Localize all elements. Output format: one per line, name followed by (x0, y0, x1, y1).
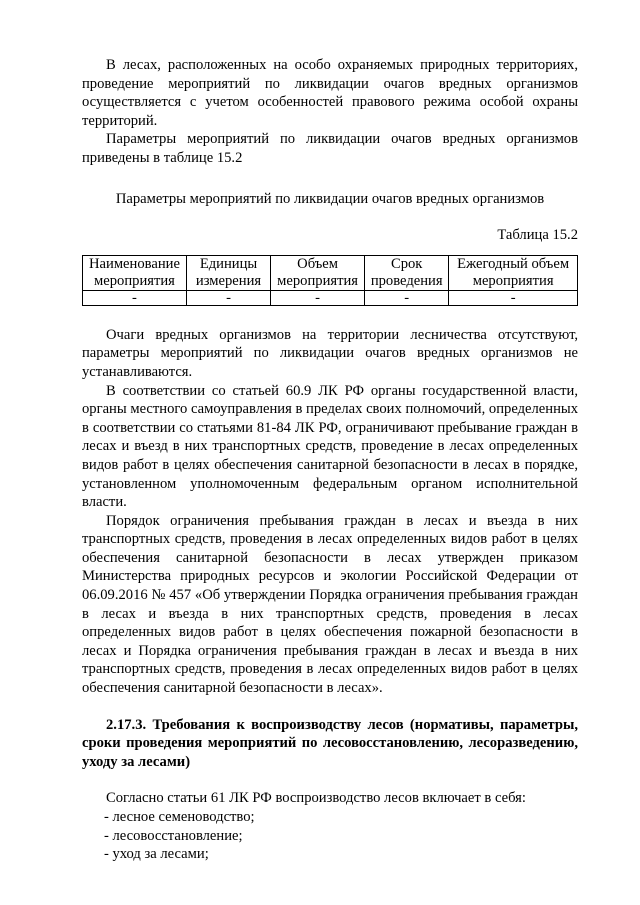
column-header-annual-volume: Ежегодный объем мероприятия (449, 255, 578, 290)
table-header-row (83, 255, 578, 290)
table-cell: - (83, 290, 187, 305)
list-item: - уход за лесами; (104, 846, 209, 863)
paragraph-article-60-9: В соответствии со статьей 60.9 ЛК РФ органы государственной власти, органы местного самоуправления в пределах своих полномочий, определенных в соответствии со статьями 81-84 ЛК РФ, ограничивают пребывание граждан в лесах и въезд в них транспортных средств, проведение в лесах определенных видов работ в целях обеспечения санитарной безопасности в лесах в порядке, установленном уполномоченным федеральным органом исполнительной власти. (82, 382, 578, 511)
table-cell: - (186, 290, 270, 305)
section-heading: 2.17.3. Требования к воспроизводству лесов (нормативы, параметры, сроки проведения мероприятий по лесовосстановлению, лесоразведению, уходу за лесами) (82, 716, 578, 770)
list-item: - лесное семеноводство; (104, 809, 255, 825)
document-page (82, 56, 578, 864)
table-cell: - (365, 290, 449, 305)
table-number: Таблица 15.2 (497, 227, 578, 244)
table-cell: - (271, 290, 365, 305)
paragraph-no-foci: Очаги вредных организмов на территории лесничества отсутствуют, параметры мероприятий по ликвидации очагов вредных организмов не устанавливаются. (82, 326, 578, 380)
column-header-units: Единицы измерения (186, 255, 270, 290)
table-cell: - (449, 290, 578, 305)
table-row (83, 290, 578, 305)
column-header-name: Наименование мероприятия (83, 255, 187, 290)
table-caption: Параметры мероприятий по ликвидации очагов вредных организмов (115, 190, 545, 207)
list-item: - лесовосстановление; (104, 827, 243, 844)
intro-line: Согласно статьи 61 ЛК РФ воспроизводство лесов включает в себя: (106, 790, 526, 807)
paragraph-table-ref: Параметры мероприятий по ликвидации очагов вредных организмов приведены в таблице 15.2 (82, 131, 578, 166)
column-header-volume: Объем мероприятия (271, 255, 365, 290)
paragraph-order-457: Порядок ограничения пребывания граждан в лесах и въезда в них транспортных средств, проведения в лесах определенных видов работ в целях обеспечения санитарной безопасности в лесах утвержден приказом Министерства природных ресурсов и экологии Российской Федерации от 06.09.2016 № 457 «Об утверждении Порядка ограничения пребывания граждан в лесах и въезда в них транспортных средств, проведения в лесах определенных видов работ в целях обеспечения пожарной безопасности в лесах и Порядка ограничения пребывания граждан в лесах и въезда в них транспортных средств, проведения в лесах определенных видов работ в целях обеспечения санитарной безопасности в лесах». (82, 512, 578, 697)
paragraph-oopt: В лесах, расположенных на особо охраняемых природных территориях, проведение мероприятий по ликвидации очагов вредных организмов осуществляется с учетом особенностей правового режима особой охраны территорий. (82, 57, 578, 129)
measures-table (82, 255, 578, 306)
column-header-term: Срок проведения (365, 255, 449, 290)
